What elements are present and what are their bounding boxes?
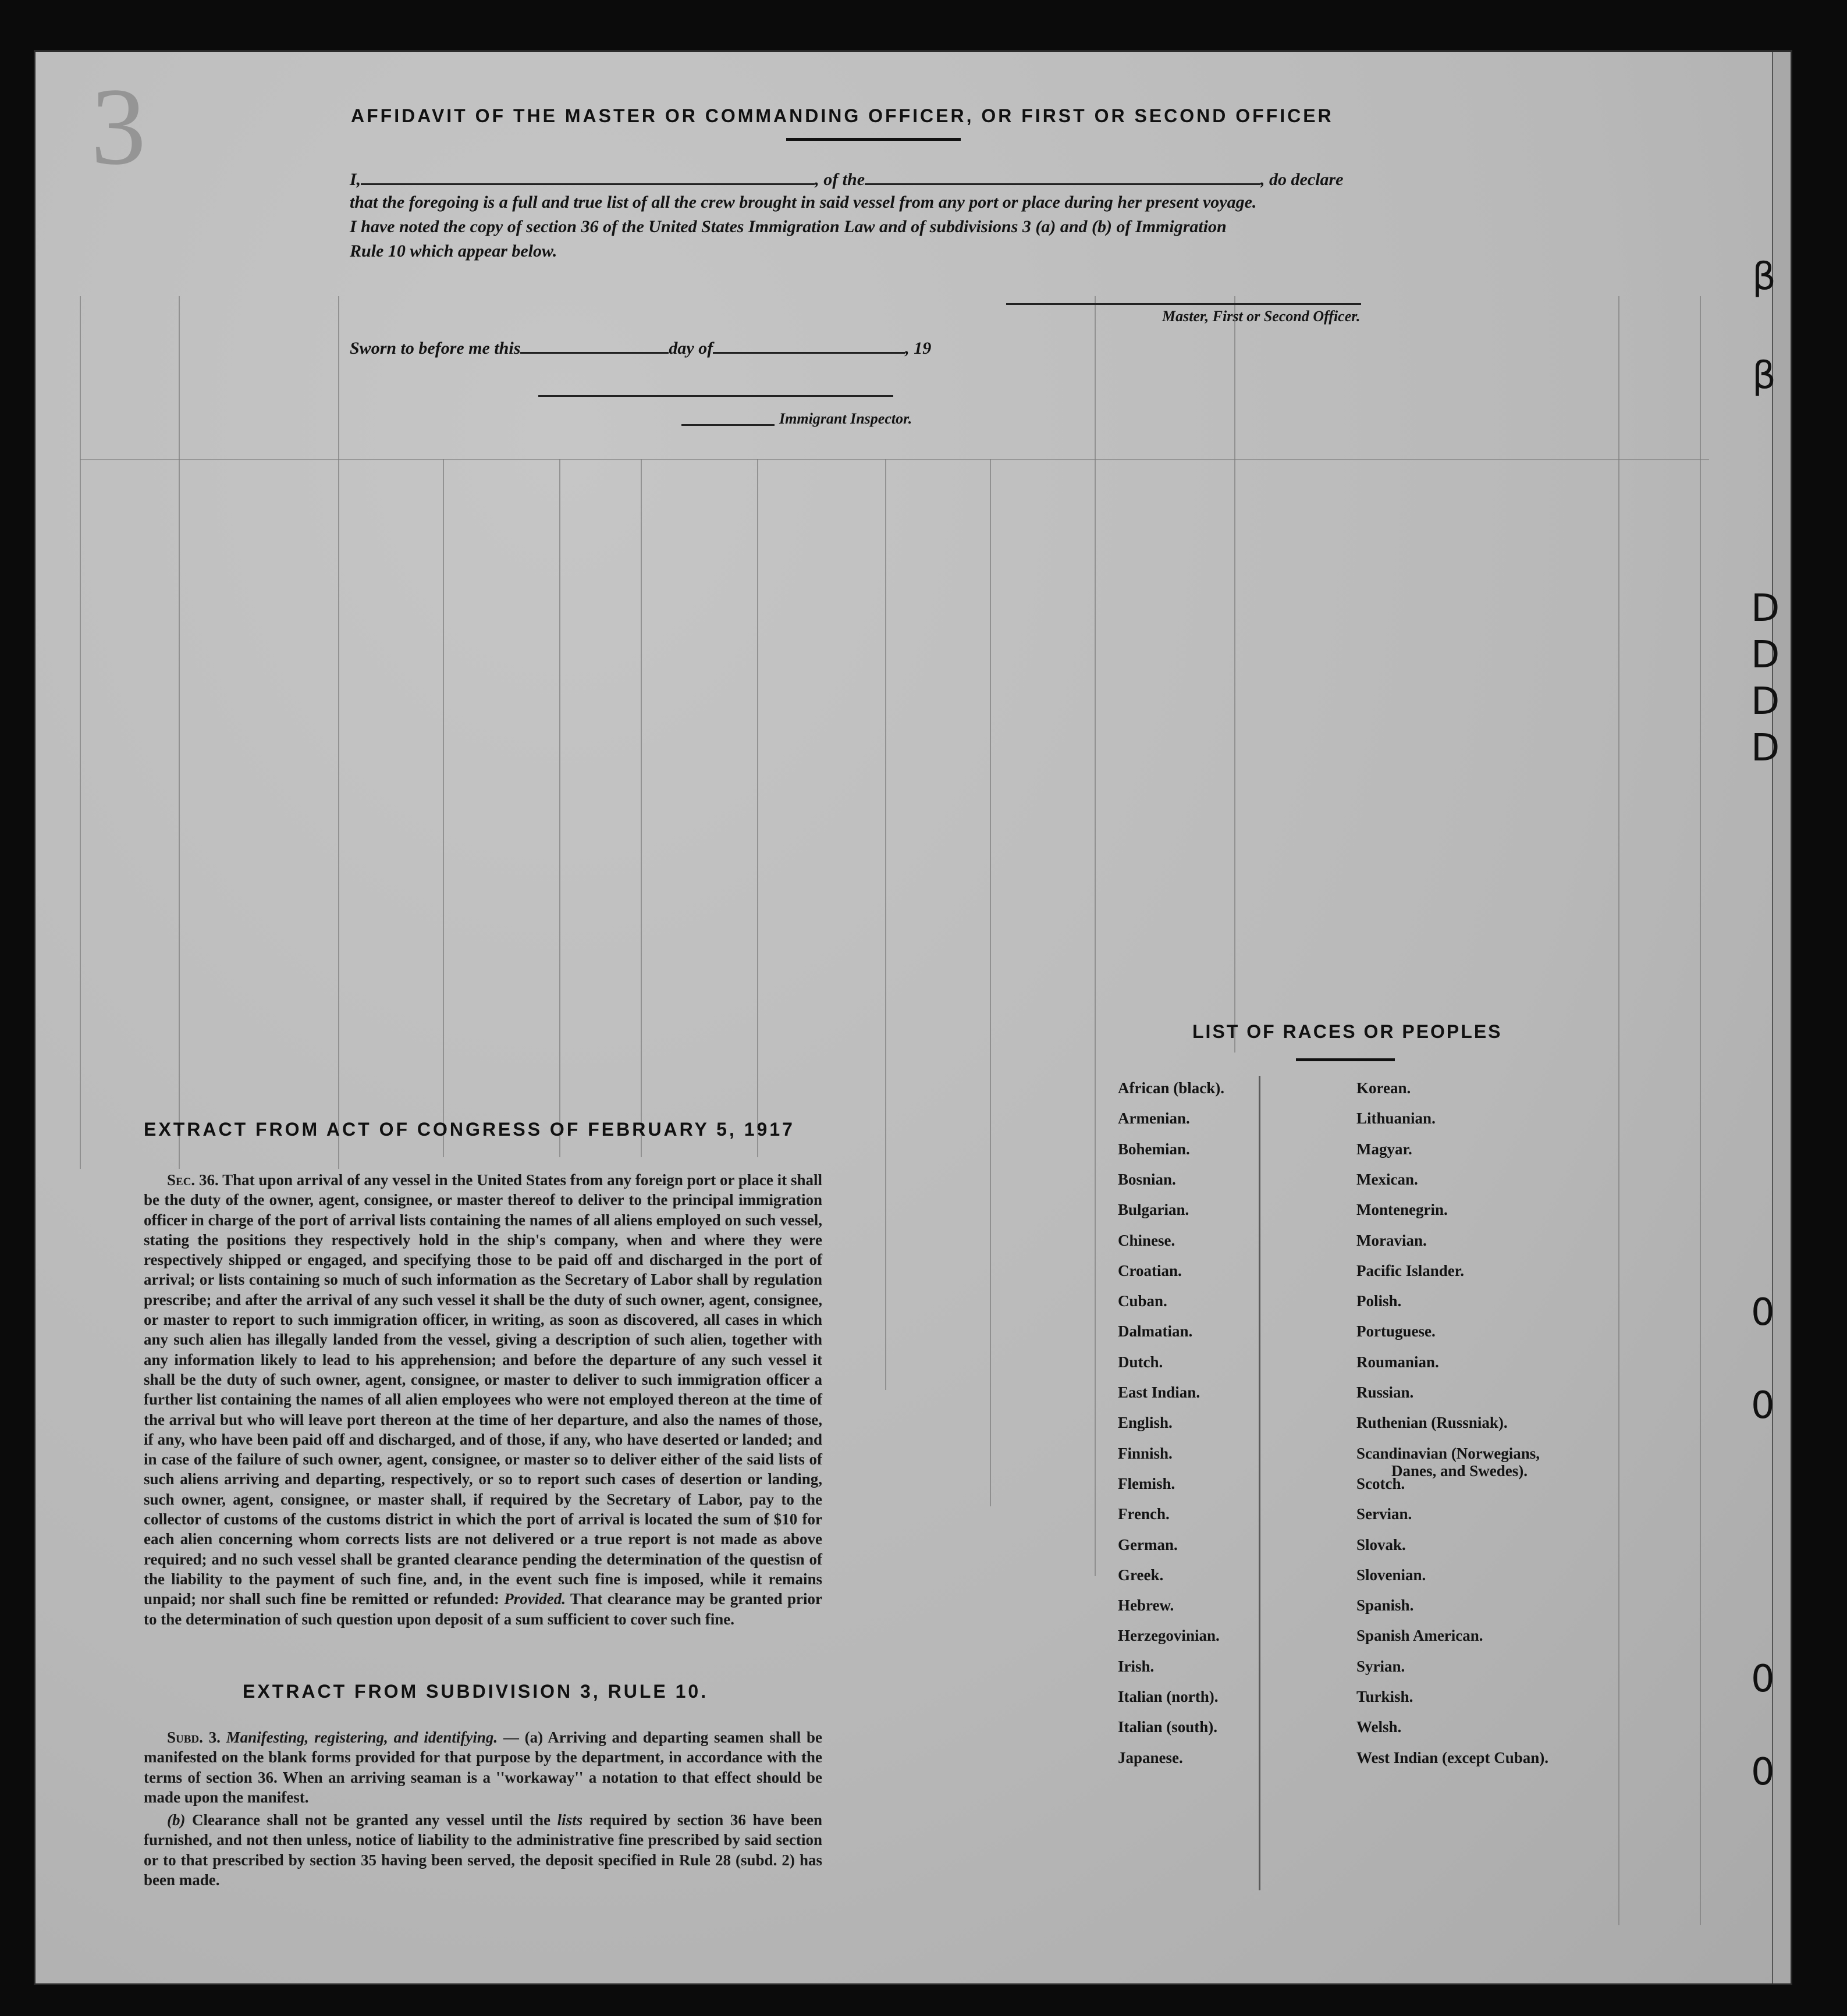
rule-10-part-a (144, 1727, 822, 1807)
affidavit-line-3: I have noted the copy of section 36 of the United States Immigration Law and of subdivisions 3 (a) and (b) of Immigration (350, 217, 1227, 236)
sworn-line (350, 337, 931, 358)
bleed-column-rule (641, 459, 642, 1157)
affidavit-line-2: that the foregoing is a full and true list of all the crew brought in said vessel from any port or place during her present voyage. (350, 193, 1257, 212)
binder-mark: 0 (1751, 1751, 1775, 1794)
race-item: Roumanian. (1356, 1353, 1439, 1371)
vessel-name-field[interactable] (865, 168, 1260, 185)
bleed-column-rule (338, 296, 339, 1169)
bleed-row-rule (80, 459, 1709, 460)
race-item: African (black). (1118, 1079, 1224, 1097)
affidavit-heading-rule (786, 138, 961, 141)
binder-mark: D (1751, 727, 1780, 770)
race-item: Hebrew. (1118, 1597, 1174, 1615)
binder-mark: 0 (1751, 1384, 1775, 1427)
race-item: Portuguese. (1356, 1322, 1436, 1341)
race-item: East Indian. (1118, 1384, 1200, 1401)
sworn-prefix: Sworn to before me this (350, 339, 521, 358)
inspector-signature-underline (681, 424, 775, 426)
race-item: Japanese. (1118, 1748, 1183, 1766)
race-item: Croatian. (1118, 1261, 1182, 1279)
bleed-column-rule (1095, 296, 1096, 1576)
race-item: French. (1118, 1505, 1170, 1523)
race-item: Ruthenian (Russniak). (1356, 1414, 1508, 1432)
binder-mark: D (1751, 634, 1780, 677)
race-item: Italian (south). (1118, 1718, 1218, 1736)
race-item: Chinese. (1118, 1231, 1175, 1249)
subd-part-b-pre: Clearance shall not be granted any vessel until the (192, 1811, 551, 1829)
subd-part-b-post: required by section 36 have been furnished, and not then unless, notice of liability to the administrative fine prescribed by said section or to that prescribed by section 35 having been served, the deposit specified in Rule 28 (subd. 2) has been made. (144, 1811, 822, 1889)
declare-suffix: , do declare (1260, 170, 1344, 189)
race-item: Korean. (1356, 1079, 1411, 1097)
binder-mark: D (1751, 680, 1780, 723)
race-item: Finnish. (1118, 1444, 1173, 1462)
race-item: Montenegrin. (1356, 1201, 1448, 1219)
race-item: German. (1118, 1535, 1178, 1553)
section-36-label: Sec. 36. (167, 1171, 219, 1189)
officer-signature-line[interactable] (1006, 303, 1361, 305)
bleed-column-rule (757, 459, 758, 1157)
race-item: English. (1118, 1414, 1173, 1432)
bleed-column-rule (80, 296, 81, 1169)
page-number: 3 (91, 66, 146, 188)
race-item: Italian (north). (1118, 1688, 1219, 1705)
race-item: Bosnian. (1118, 1170, 1176, 1188)
section-36-tail: That clearance may be granted prior to the determination of such question upon deposit of a sum sufficient to cover such fine. (144, 1590, 823, 1628)
binder-mark: D (1751, 587, 1780, 630)
race-item: Mexican. (1356, 1170, 1418, 1188)
manifest-page (34, 50, 1792, 1985)
binder-mark: β (1752, 255, 1776, 298)
races-heading-rule (1296, 1058, 1395, 1061)
race-item: Irish. (1118, 1657, 1155, 1675)
race-item: Danes, and Swedes). (1391, 1462, 1528, 1480)
race-item: Servian. (1356, 1505, 1412, 1523)
binder-mark: β (1752, 354, 1776, 397)
subd-part-b-lists: lists (557, 1811, 583, 1829)
sworn-day-of: day of (669, 339, 713, 358)
rule-10-part-b (144, 1810, 822, 1890)
inspector-signature-line[interactable] (538, 395, 893, 397)
bleed-column-rule (179, 296, 180, 1169)
race-item: Lithuanian. (1356, 1110, 1436, 1128)
declarant-name-field[interactable] (361, 168, 815, 185)
race-item: Spanish American. (1356, 1627, 1483, 1645)
race-item: West Indian (except Cuban). (1356, 1748, 1549, 1766)
page-edge (1772, 52, 1791, 1983)
sworn-day-field[interactable] (520, 337, 669, 354)
races-heading: LIST OF RACES OR PEOPLES (1192, 1021, 1503, 1042)
race-item: Polish. (1356, 1292, 1402, 1310)
race-item: Dutch. (1118, 1353, 1163, 1371)
bleed-column-rule (443, 459, 444, 1157)
section-36-body: That upon arrival of any vessel in the United States from any foreign port or place it shall be the duty of the owner, agent, consignee, or master thereof to deliver to the principal immigration officer in charge of the port of arrival lists containing the names of all aliens employed on such vessel, stating the positions they respectively hold in the ship's company, when and where they were respectively shipped or engaged, and specifying those to be paid off and discharged in the port of arrival; or lists containing so much of such information as the Secretary of Labor shall by regulation prescribe; and after the arrival of any such vessel it shall be the duty of such owner, agent, consignee, or master to report to such immigration officer, in writing, as soon as discovered, all cases in which any such alien has illegally landed from the vessel, giving a description of such alien, together with any information likely to lead to his apprehension; and before the departure of any such vessel it shall be the duty of such owner, agent, consignee, or master to deliver to such immigration officer a further list containing the names of all alien employees who were not employed thereon at the time of the arrival but who will leave port thereon at the time of her departure, and also the names of those, if any, who have been paid off and discharged, and of those, if any, who have deserted or landed; and in case of the failure of such owner, agent, consignee, or master so to deliver either of the said lists of such aliens arriving and departing, respectively, or so to report such cases of desertion or landing, such owner, agent, consignee, or master shall, if required by the Secretary of Labor, pay to the collector of customs of the customs district in which the port of arrival is located the sum of $10 for each alien concerning whom corrects lists are not delivered or a true report is not made as above required; and no such vessel shall be granted clearance pending the determination of the questisn of the liability to the payment of such fine, and, in the event such fine is imposed, while it remains unpaid; nor shall such fine be remitted or refunded: (144, 1171, 822, 1608)
binder-mark: 0 (1751, 1658, 1775, 1701)
race-item: Turkish. (1356, 1688, 1413, 1705)
subd-title: Manifesting, registering, and identifying. (226, 1729, 498, 1746)
subd-label: Subd. 3. (167, 1729, 221, 1746)
race-item: Magyar. (1356, 1140, 1412, 1158)
race-item: Slovenian. (1356, 1566, 1426, 1584)
race-item: Greek. (1118, 1566, 1164, 1584)
subd-part-a-text: — (a) Arriving and departing seamen shall be manifested on the blank forms provided for that purpose by the department, in accordance with the terms of section 36. When an arriving seaman is a ''workaway'' a notation to that effect should be made upon the manifest. (144, 1729, 822, 1806)
race-item: Herzegovinian. (1118, 1627, 1220, 1645)
races-column-divider (1259, 1076, 1260, 1890)
race-item: Bulgarian. (1118, 1201, 1189, 1219)
section-36-provided: Provided. (504, 1590, 566, 1608)
race-item: Scotch. (1356, 1474, 1405, 1492)
race-item: Slovak. (1356, 1535, 1406, 1553)
act-extract-heading: EXTRACT FROM ACT OF CONGRESS OF FEBRUARY 5, 1917 (144, 1119, 795, 1140)
race-item: Flemish. (1118, 1474, 1175, 1492)
affidavit-line-4: Rule 10 which appear below. (350, 241, 557, 261)
binder-mark: 0 (1751, 1291, 1775, 1334)
sworn-year-prefix: , 19 (905, 339, 932, 358)
rule-extract-heading: EXTRACT FROM SUBDIVISION 3, RULE 10. (243, 1681, 709, 1702)
race-item: Welsh. (1356, 1718, 1402, 1736)
race-item: Pacific Islander. (1356, 1261, 1464, 1279)
sworn-month-field[interactable] (713, 337, 905, 354)
bleed-column-rule (885, 459, 886, 1390)
race-item: Bohemian. (1118, 1140, 1190, 1158)
race-item: Spanish. (1356, 1597, 1414, 1615)
officer-signature-label: Master, First or Second Officer. (1162, 308, 1361, 325)
race-item: Dalmatian. (1118, 1322, 1193, 1341)
race-item: Scandinavian (Norwegians, (1356, 1444, 1540, 1462)
vessel-prefix: , of the (815, 170, 865, 189)
bleed-column-rule (1234, 296, 1235, 1053)
race-item: Armenian. (1118, 1110, 1190, 1128)
race-item: Russian. (1356, 1384, 1414, 1401)
bleed-column-rule (559, 459, 560, 1157)
bleed-column-rule (1700, 296, 1701, 1925)
section-36-text (144, 1170, 822, 1629)
race-item: Cuban. (1118, 1292, 1167, 1310)
declarant-prefix: I, (350, 170, 361, 189)
race-item: Moravian. (1356, 1231, 1427, 1249)
bleed-column-rule (1618, 296, 1619, 1925)
subd-part-b-label: (b) (167, 1811, 186, 1829)
affidavit-heading: AFFIDAVIT OF THE MASTER OR COMMANDING OFFICER, OR FIRST OR SECOND OFFICER (351, 105, 1334, 126)
race-item: Syrian. (1356, 1657, 1405, 1675)
bleed-column-rule (990, 459, 991, 1506)
inspector-signature-label: Immigrant Inspector. (779, 410, 912, 427)
affidavit-line-1 (350, 168, 1343, 190)
